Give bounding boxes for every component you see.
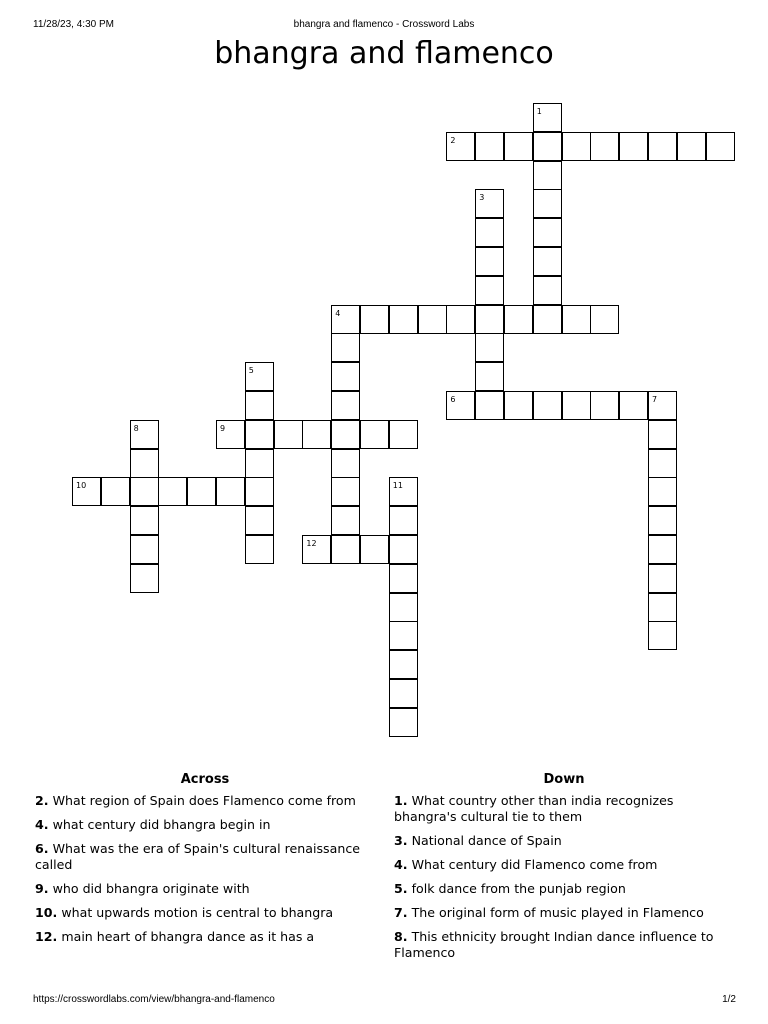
clue-down: 3. National dance of Spain bbox=[394, 833, 562, 848]
grid-cell bbox=[216, 477, 245, 506]
grid-cell bbox=[648, 564, 677, 593]
grid-cell bbox=[389, 679, 418, 708]
grid-cell bbox=[130, 420, 159, 449]
clue-down: 8. This ethnicity brought Indian dance influence to Flamenco bbox=[394, 929, 714, 960]
cell-number: 10 bbox=[76, 481, 87, 491]
grid-cell bbox=[389, 621, 418, 650]
grid-cell bbox=[533, 391, 562, 420]
grid-cell bbox=[158, 477, 187, 506]
grid-cell bbox=[475, 132, 504, 161]
grid-cell bbox=[590, 391, 619, 420]
grid-cell bbox=[648, 132, 677, 161]
grid-cell bbox=[302, 535, 331, 564]
down-heading: Down bbox=[543, 772, 585, 787]
grid-cell bbox=[562, 305, 591, 334]
cell-number: 8 bbox=[133, 423, 139, 433]
grid-cell bbox=[533, 161, 562, 190]
grid-cell bbox=[533, 218, 562, 247]
grid-cell bbox=[475, 391, 504, 420]
grid-cell bbox=[648, 477, 677, 506]
grid-cell bbox=[389, 420, 418, 449]
grid-cell bbox=[331, 477, 360, 506]
grid-cell bbox=[245, 506, 274, 535]
page-title: bhangra and flamenco bbox=[214, 36, 554, 71]
grid-cell bbox=[245, 420, 274, 449]
grid-cell bbox=[389, 650, 418, 679]
clue-across: 10. what upwards motion is central to bhangra bbox=[35, 905, 334, 920]
grid-cell bbox=[475, 362, 504, 391]
grid-cell bbox=[446, 305, 475, 334]
grid-cell bbox=[274, 420, 303, 449]
grid-cell bbox=[475, 189, 504, 218]
grid-cell bbox=[130, 535, 159, 564]
grid-cell bbox=[533, 103, 562, 132]
grid-cell bbox=[533, 276, 562, 305]
print-page-number: 1/2 bbox=[722, 994, 736, 1005]
grid-cell bbox=[504, 132, 533, 161]
grid-cell bbox=[331, 506, 360, 535]
grid-cell bbox=[677, 132, 706, 161]
cell-number: 7 bbox=[652, 395, 658, 404]
across-clues bbox=[35, 772, 375, 953]
grid-cell bbox=[475, 305, 504, 334]
grid-cell bbox=[72, 477, 101, 506]
down-clues bbox=[394, 772, 734, 969]
grid-cell bbox=[389, 535, 418, 564]
grid-cell bbox=[130, 506, 159, 535]
grid-cell bbox=[475, 247, 504, 276]
grid-cell bbox=[389, 593, 418, 622]
grid-cell bbox=[504, 305, 533, 334]
grid-cell bbox=[245, 362, 274, 391]
grid-cell bbox=[619, 132, 648, 161]
cell-number: 11 bbox=[392, 481, 403, 491]
grid-cell bbox=[331, 535, 360, 564]
grid-cell bbox=[245, 391, 274, 420]
grid-cell bbox=[475, 218, 504, 247]
grid-cell bbox=[533, 247, 562, 276]
grid-cell bbox=[360, 420, 389, 449]
grid-cell bbox=[360, 305, 389, 334]
grid-cell bbox=[648, 593, 677, 622]
grid-cell bbox=[590, 305, 619, 334]
cell-number: 12 bbox=[306, 539, 317, 548]
clue-down: 4. What century did Flamenco come from bbox=[394, 857, 658, 872]
grid-cell bbox=[331, 391, 360, 420]
grid-cell bbox=[706, 132, 735, 161]
grid-cell bbox=[130, 564, 159, 593]
across-heading: Across bbox=[180, 772, 230, 787]
grid-cell bbox=[648, 449, 677, 478]
grid-cell bbox=[331, 420, 360, 449]
grid-cell bbox=[245, 477, 274, 506]
cell-number: 3 bbox=[479, 193, 485, 203]
grid-cell bbox=[562, 132, 591, 161]
grid-cell bbox=[590, 132, 619, 161]
clue-across: 12. main heart of bhangra dance as it has a bbox=[35, 929, 315, 944]
grid-cell bbox=[446, 132, 475, 161]
clue-down: 5. folk dance from the punjab region bbox=[394, 881, 626, 896]
clue-across: 2. What region of Spain does Flamenco come from bbox=[35, 793, 356, 808]
grid-cell bbox=[216, 420, 245, 449]
grid-cell bbox=[245, 535, 274, 564]
grid-cell bbox=[533, 305, 562, 334]
grid-cell bbox=[418, 305, 447, 334]
cell-number: 1 bbox=[536, 107, 542, 116]
grid-cell bbox=[619, 391, 648, 420]
grid-cell bbox=[648, 420, 677, 449]
grid-cell bbox=[389, 305, 418, 334]
grid-cell bbox=[446, 391, 475, 420]
print-datetime: 11/28/23, 4:30 PM bbox=[33, 19, 114, 30]
cell-number: 5 bbox=[248, 366, 254, 376]
cell-number: 2 bbox=[450, 135, 456, 145]
grid-cell bbox=[389, 477, 418, 506]
grid-cell bbox=[389, 506, 418, 535]
grid-cell bbox=[504, 391, 533, 420]
grid-cell bbox=[187, 477, 216, 506]
print-tab-title: bhangra and flamenco - Crossword Labs bbox=[293, 19, 475, 30]
grid-cell bbox=[331, 449, 360, 478]
grid-cell bbox=[533, 132, 562, 161]
grid-cell bbox=[130, 449, 159, 478]
grid-cell bbox=[331, 333, 360, 362]
grid-cell bbox=[302, 420, 331, 449]
grid-cell bbox=[562, 391, 591, 420]
clue-down: 7. The original form of music played in Flamenco bbox=[394, 905, 704, 920]
grid-cell bbox=[389, 564, 418, 593]
grid-cell bbox=[648, 535, 677, 564]
clue-across: 9. who did bhangra originate with bbox=[35, 881, 250, 896]
clue-across: 4. what century did bhangra begin in bbox=[35, 817, 271, 832]
grid-cell bbox=[648, 621, 677, 650]
grid-cell bbox=[648, 506, 677, 535]
grid-cell bbox=[245, 449, 274, 478]
grid-cell bbox=[389, 708, 418, 737]
grid-cell bbox=[331, 362, 360, 391]
grid-cell bbox=[533, 189, 562, 218]
grid-cell bbox=[331, 305, 360, 334]
cell-number: 9 bbox=[220, 423, 226, 433]
clue-across: 6. What was the era of Spain's cultural renaissance called bbox=[35, 841, 360, 872]
grid-cell bbox=[475, 276, 504, 305]
cell-number: 6 bbox=[450, 395, 456, 404]
grid-cell bbox=[360, 535, 389, 564]
cell-number: 4 bbox=[335, 308, 341, 318]
print-url: https://crosswordlabs.com/view/bhangra-and-flamenco bbox=[33, 994, 275, 1005]
grid-cell bbox=[101, 477, 130, 506]
grid-cell bbox=[648, 391, 677, 420]
clue-down: 1. What country other than india recognizes bhangra's cultural tie to them bbox=[394, 793, 674, 824]
grid-cell bbox=[130, 477, 159, 506]
grid-cell bbox=[475, 333, 504, 362]
